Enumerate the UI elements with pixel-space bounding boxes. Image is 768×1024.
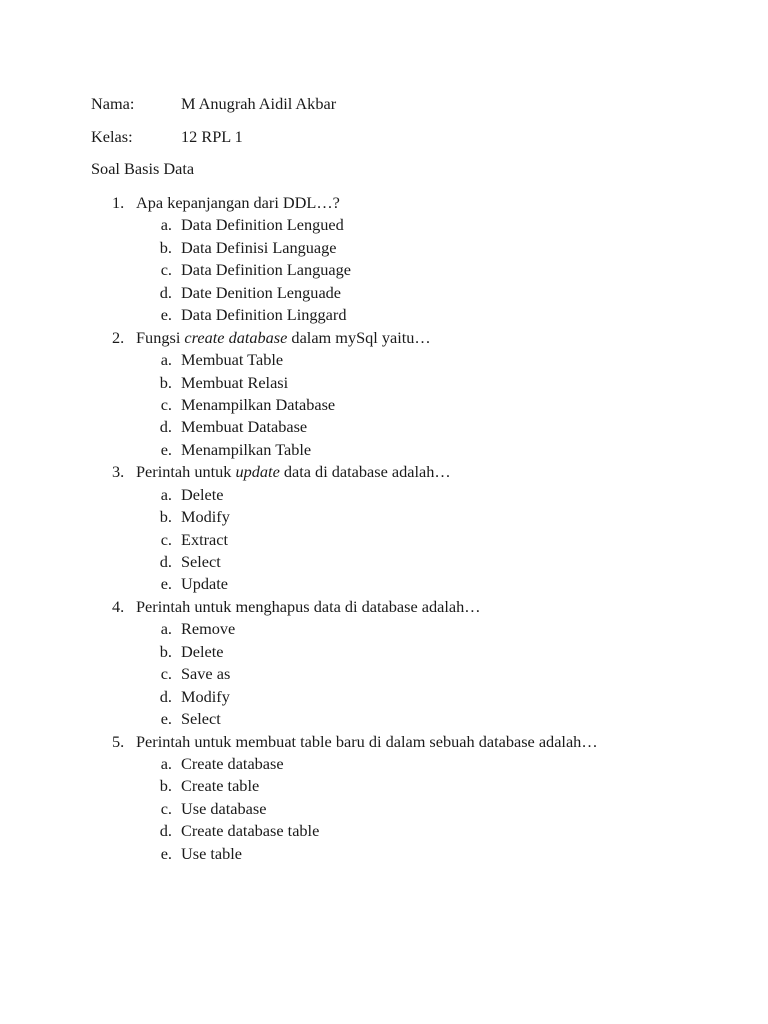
option-letter: d. (159, 282, 172, 302)
question-text (136, 596, 481, 618)
option-letter: c. (160, 664, 172, 684)
question-text-segment: Fungsi (136, 327, 185, 347)
option-text: Delete (181, 641, 224, 661)
option-text: Modify (181, 507, 230, 527)
option-text: Data Definition Language (181, 260, 351, 280)
option-text: Data Definition Linggard (181, 305, 347, 325)
option-item (0, 282, 768, 304)
option-item (0, 686, 768, 708)
option-letter: b. (159, 641, 172, 661)
question-number: 4. (112, 596, 125, 616)
question-item (0, 192, 768, 327)
option-text: Create table (181, 776, 260, 796)
question-text-segment: Perintah untuk menghapus data di database adalah… (136, 596, 481, 616)
option-letter: b. (159, 372, 172, 392)
option-letter: b. (159, 776, 172, 796)
question-list (0, 192, 768, 865)
option-letter: a. (160, 484, 172, 504)
option-text: Save as (181, 664, 231, 684)
option-item (0, 214, 768, 236)
option-item (0, 775, 768, 797)
option-item (0, 618, 768, 640)
question-number: 2. (112, 327, 125, 347)
question-text-segment: Apa kepanjangan dari DDL…? (136, 193, 340, 212)
question-row (0, 327, 768, 349)
option-text: Create database (181, 753, 284, 773)
option-item (0, 237, 768, 259)
option-letter: e. (160, 843, 172, 863)
option-item (0, 372, 768, 394)
option-letter: d. (159, 821, 172, 841)
option-letter: c. (160, 529, 172, 549)
student-class-row (91, 127, 243, 147)
question-row (0, 461, 768, 483)
option-text: Membuat Relasi (181, 372, 289, 392)
question-text (136, 731, 598, 753)
question-row (0, 731, 768, 753)
option-item (0, 573, 768, 595)
question-term-italic: create database (184, 327, 288, 347)
option-item (0, 529, 768, 551)
name-label: Nama: (91, 94, 135, 113)
student-name-row (91, 94, 336, 114)
option-item (0, 484, 768, 506)
option-letter: a. (160, 350, 172, 370)
question-text-segment: Perintah untuk membuat table baru di dalam sebuah database adalah… (136, 731, 598, 751)
question-row (0, 596, 768, 618)
question-text (136, 327, 431, 349)
option-text: Data Definition Lengued (181, 215, 344, 235)
option-item (0, 551, 768, 573)
question-row (0, 192, 768, 214)
option-letter: e. (160, 439, 172, 459)
option-text: Use database (181, 798, 267, 818)
option-text: Create database table (181, 821, 320, 841)
option-letter: c. (160, 394, 172, 414)
option-text: Use table (181, 843, 243, 863)
option-list (0, 349, 768, 461)
option-list (0, 618, 768, 730)
question-text (136, 461, 451, 483)
option-letter: d. (159, 417, 172, 437)
option-item (0, 416, 768, 438)
option-item (0, 820, 768, 842)
option-item (0, 439, 768, 461)
option-list (0, 753, 768, 865)
option-letter: a. (160, 215, 172, 235)
document-title: Soal Basis Data (91, 159, 195, 178)
option-text: Menampilkan Database (181, 394, 336, 414)
option-letter: d. (159, 686, 172, 706)
option-letter: e. (160, 709, 172, 729)
class-label: Kelas: (91, 127, 133, 146)
option-letter: e. (160, 574, 172, 594)
option-text: Menampilkan Table (181, 439, 312, 459)
option-letter: b. (159, 237, 172, 257)
option-text: Data Definisi Language (181, 237, 337, 257)
option-item (0, 506, 768, 528)
question-text (136, 192, 340, 214)
option-item (0, 304, 768, 326)
option-list (0, 214, 768, 326)
question-number: 1. (112, 193, 125, 212)
option-text: Extract (181, 529, 229, 549)
option-letter: c. (160, 798, 172, 818)
option-letter: c. (160, 260, 172, 280)
option-item (0, 798, 768, 820)
question-number: 5. (112, 731, 125, 751)
question-text-segment: Perintah untuk (136, 462, 236, 482)
option-item (0, 663, 768, 685)
option-letter: e. (160, 305, 172, 325)
option-text: Remove (181, 619, 236, 639)
option-letter: a. (160, 619, 172, 639)
option-item (0, 349, 768, 371)
question-text-segment: data di database adalah… (279, 462, 451, 482)
option-item (0, 394, 768, 416)
option-letter: b. (159, 507, 172, 527)
question-item (0, 461, 768, 596)
question-item (0, 327, 768, 462)
option-text: Date Denition Lenguade (181, 282, 342, 302)
option-letter: a. (160, 753, 172, 773)
name-value: M Anugrah Aidil Akbar (181, 94, 337, 113)
question-item (0, 731, 768, 866)
option-item (0, 708, 768, 730)
option-text: Select (181, 552, 221, 571)
option-text: Membuat Database (181, 417, 308, 437)
option-text: Membuat Table (181, 350, 284, 370)
option-letter: d. (159, 552, 172, 571)
option-item (0, 259, 768, 281)
question-item (0, 596, 768, 731)
question-text-segment: dalam mySql yaitu… (287, 327, 431, 347)
class-value: 12 RPL 1 (181, 127, 243, 146)
option-item (0, 641, 768, 663)
option-list (0, 484, 768, 596)
option-item (0, 753, 768, 775)
option-text: Delete (181, 484, 224, 504)
option-text: Modify (181, 686, 230, 706)
question-number: 3. (112, 462, 125, 482)
option-text: Update (181, 574, 229, 594)
question-term-italic: update (235, 462, 280, 482)
option-text: Select (181, 709, 221, 729)
option-item (0, 843, 768, 865)
